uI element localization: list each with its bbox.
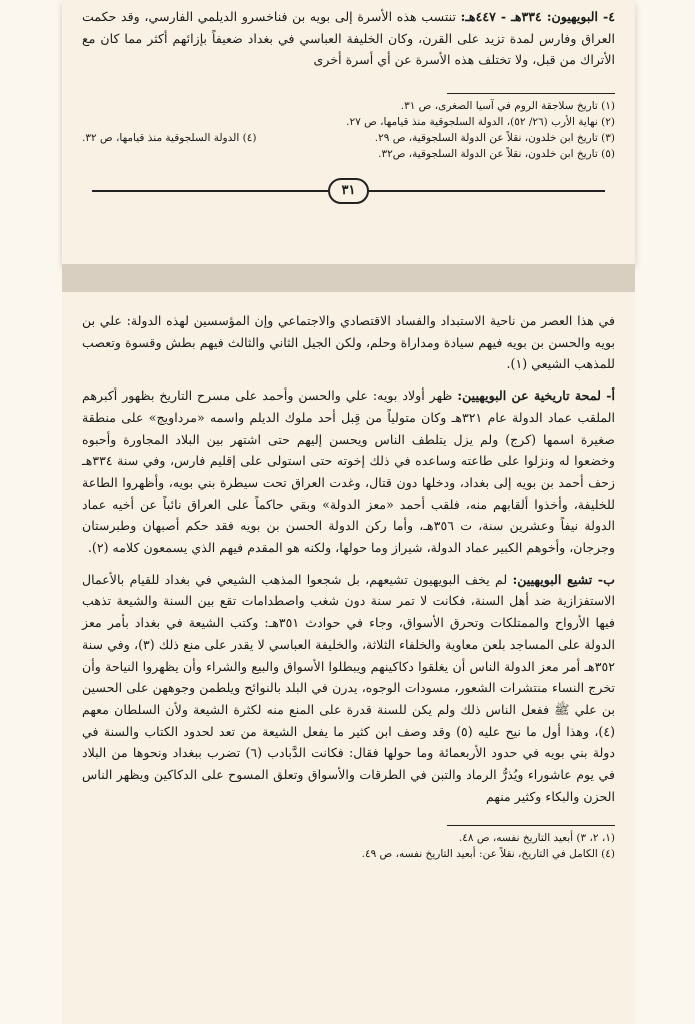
footnote: (٥) تاريخ ابن خلدون، نقلاً عن الدولة السلجوقية، ص٣٢. (378, 148, 615, 161)
page-number: ٣١ (328, 178, 370, 204)
section-heading: ٤- البويهيون: ٣٣٤هـ - ٤٤٧هـ: (460, 9, 616, 24)
page-number-ornament (82, 176, 615, 206)
footnote: (٤) الكامل في التاريخ، نقلاً عن: أبعيد التاريخ نفسه، ص ٤٩. (361, 848, 615, 861)
buyids-paragraph (82, 6, 615, 71)
section-b-heading: ب- تشيع البويهيين: (512, 571, 616, 587)
footnote: (٣) تاريخ ابن خلدون، نقلاً عن الدولة السلجوقية، ص ٢٩. (374, 132, 615, 145)
footnote: (١، ٢، ٣) أبعيد التاريخ نفسه، ص ٤٨. (458, 832, 615, 845)
right-margin (633, 0, 695, 1024)
page-gap (62, 264, 635, 292)
page-31 (62, 0, 635, 264)
intro-paragraph: في هذا العصر من ناحية الاستبداد والفساد الاقتصادي والاجتماعي وإن المؤسسين لهذه الدولة: علي بن بويه والحسن بن بويه فيهم سيادة ومداراة وحلم، ولكن الجيل الثاني والثالث فيهم بطش وقسوة وتعصب للمذهب الشيعي (١). (82, 313, 615, 372)
section-a-text: ظهر أولاد بويه: علي والحسن وأحمد على مسرح التاريخ بظهور أكبرهم الملقب عماد الدولة عام ٣٢١هـ وكان متولياً من قِبل أحد ملوك الديلم واسمه «مرداويج» على منطقة صغيرة اسمها (كرج) ولم يزل يتلطف الناس ويحسن إليهم حتى اشتهر بين البلاد المجاورة وأحبوه وخضعوا له ونزلوا على طاعته وساعده في ذلك إخوته حتى استولى على إقليم فارس، وفي سنة ٣٣٤هـ زحف أحمد بن بويه إلى بغداد، ودخلها دون قتال، وغدت العراق تحت سيطرة بني بويه، وأظهروا الطاعة للخليفة، وأخذوا ألقابهم منه، فلقب أحمد «معز الدولة» وبقي حاكماً على العراق نائباً عن أخيه عماد الدولة نيفاً وعشرين سنة، ت ٣٥٦هـ، وأما ركن الدولة الحسن بن بويه فقد حكم أصبهان وطبرستان وجرجان، وأخوهم الكبير عماد الدولة، شيراز وما حولها، ولكنه هو المقدم فيهم الذي يسمعون كلامه (٢). (82, 388, 616, 556)
footnote: (٢) نهاية الأرب (٢٦/ ٥٢)، الدولة السلجوقية منذ قيامها، ص ٢٧. (346, 116, 615, 129)
section-a-heading: أ- لمحة تاريخية عن البويهيين: (457, 388, 615, 404)
page-32 (62, 292, 635, 1024)
section-a-paragraph (82, 385, 615, 559)
section-b-paragraph (82, 569, 615, 808)
footnote: (٤) الدولة السلجوقية منذ قيامها، ص ٣٢. (82, 132, 257, 145)
footnote: (١) تاريخ سلاجقة الروم في آسيا الصغرى، ص ٣١. (400, 100, 615, 113)
left-margin (0, 0, 62, 1024)
section-b-text: لم يخف البويهيون تشيعهم، بل شجعوا المذهب الشيعي في بغداد للقيام بالأعمال الاستفزازية ضد أهل السنة، فكانت لا تمر سنة دون شغب واصطدامات تقع بين السنة والشيعة تذهب فيها الأرواح والممتلكات وتحرق الأسواق، وجاء في حوادث ٣٥١هـ: وكتب الشيعة في بغداد بأمر معز الدولة على المساجد بلعن معاوية والخلفاء الثلاثة، والخليفة العباسي لا يقدر على منع ذلك (٣)، وفي سنة ٣٥٢هـ أمر معز الدولة الناس أن يغلقوا دكاكينهم ويبطلوا الأسواق والبيع والشراء وأن يظهروا النياحة وأن تخرج النساء منتشرات الشعور، مسودات الوجوه، يدرن في البلد بالنوائح ويلطمن وجوههن على الحسين بن علي ﷺ ففعل الناس ذلك ولم يكن للسنة قدرة على المنع منه لكثرة الشيعة ولأن السلطان معهم (٤)، وهذا أول ما نيح عليه (٥) وقد وصف ابن كثير ما يفعل الشيعة من تعد لحدود الكتاب والسنة في دولة بني بويه في حدود الأربعمائة وما حولها فقال: فكانت الدَّبادب (٦) تضرب ببغداد ونحوها من البلاد في يوم عاشوراء ويُذرُّ الرماد والتبن في الطرقات والأسواق وتعلق المسوح على الدكاكين ويظهر الناس الحزن والبكاء وكثير منهم (82, 571, 616, 804)
paragraph-text: تنتسب هذه الأسرة إلى بويه بن فناخسرو الديلمي الفارسي، وقد حكمت العراق وفارس لمدة تزيد على القرن، وكان الخليفة العباسي في بغداد ضعيفاً بإزائهم أكثر مما كان مع الأتراك من قبل، ولا تختلف هذه الأسرة عن أي أسرة أخرى (82, 9, 615, 68)
